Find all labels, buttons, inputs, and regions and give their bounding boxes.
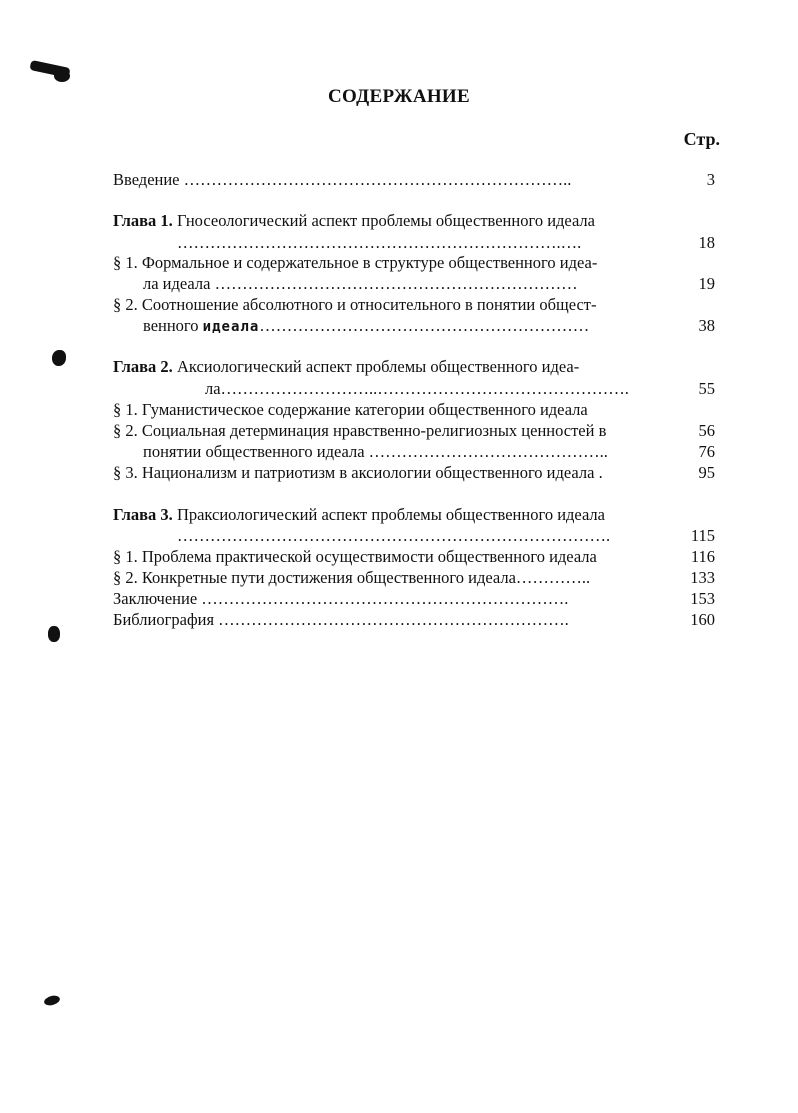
toc-row-section-3-2: § 2. Конкретные пути достижения общественного идеала………….. 133 xyxy=(113,568,715,587)
handwritten-correction: идеала xyxy=(202,319,260,335)
page-number: 160 xyxy=(690,610,715,629)
toc-row-section-1-1-cont: ла идеала ………………………………………………………… 19 xyxy=(143,274,715,293)
toc-row-section-1-2-cont: венного идеала…………………………………………………… 38 xyxy=(143,316,715,335)
toc-row-section-3-1: § 1. Проблема практической осуществимости общественного идеала 116 xyxy=(113,547,715,566)
toc-row-conclusion: Заключение …………………………………………………………. 153 xyxy=(113,589,715,608)
page-number: 133 xyxy=(690,568,715,587)
toc-row-section-2-2: § 2. Социальная детерминация нравственно-религиозных ценностей в 56 xyxy=(113,421,715,440)
toc-row-section-2-1: § 1. Гуманистическое содержание категории общественного идеала xyxy=(113,400,588,419)
toc-row-section-2-3: § 3. Национализм и патриотизм в аксиологии общественного идеала . 95 xyxy=(113,463,715,482)
page-number: 153 xyxy=(690,589,715,608)
toc-row-chapter-2-cont: ла………………………..………………………………………. 55 xyxy=(205,379,715,398)
chapter-label: Глава 1. xyxy=(113,211,173,230)
toc-row-section-1-1: § 1. Формальное и содержательное в структуре общественного идеа- xyxy=(113,253,598,272)
ink-blot xyxy=(43,994,61,1007)
ink-blot xyxy=(52,350,66,366)
page-number: 38 xyxy=(698,316,715,335)
chapter-label: Глава 2. xyxy=(113,357,173,376)
toc-row-chapter-3: Глава 3. Праксиологический аспект проблемы общественного идеала xyxy=(113,505,605,524)
page-number: 116 xyxy=(690,547,715,566)
chapter-label: Глава 3. xyxy=(113,505,173,524)
page-number: 55 xyxy=(698,379,715,398)
page-number: 115 xyxy=(690,526,715,545)
page-number: 19 xyxy=(698,274,715,293)
toc-row-section-2-2-cont: понятии общественного идеала …………………………………….. 76 xyxy=(143,442,715,461)
toc-row-chapter-1-leader: …………………………………………………………….…. 18 xyxy=(177,233,715,252)
page-number: 18 xyxy=(698,233,715,252)
toc-row-chapter-3-leader: ……………………………………………………………………. 115 xyxy=(177,526,715,545)
toc-row-section-1-2: § 2. Соотношение абсолютного и относительного в понятии общест- xyxy=(113,295,597,314)
page-number: 76 xyxy=(698,442,715,461)
page-number: 56 xyxy=(698,421,715,440)
page-title: СОДЕРЖАНИЕ xyxy=(328,86,470,107)
ink-blot xyxy=(48,626,60,642)
toc-row-chapter-2: Глава 2. Аксиологический аспект проблемы общественного идеа- xyxy=(113,357,580,376)
toc-row-bibliography: Библиография ………………………………………………………. 160 xyxy=(113,610,715,629)
toc-row-intro: Введение …………………………………………………………….. 3 xyxy=(113,170,715,189)
page-column-label: Стр. xyxy=(683,129,720,149)
ink-blot xyxy=(54,70,70,82)
page-number: 3 xyxy=(706,170,715,189)
toc-row-chapter-1: Глава 1. Гносеологический аспект проблемы общественного идеала xyxy=(113,211,595,230)
page-number: 95 xyxy=(698,463,715,482)
